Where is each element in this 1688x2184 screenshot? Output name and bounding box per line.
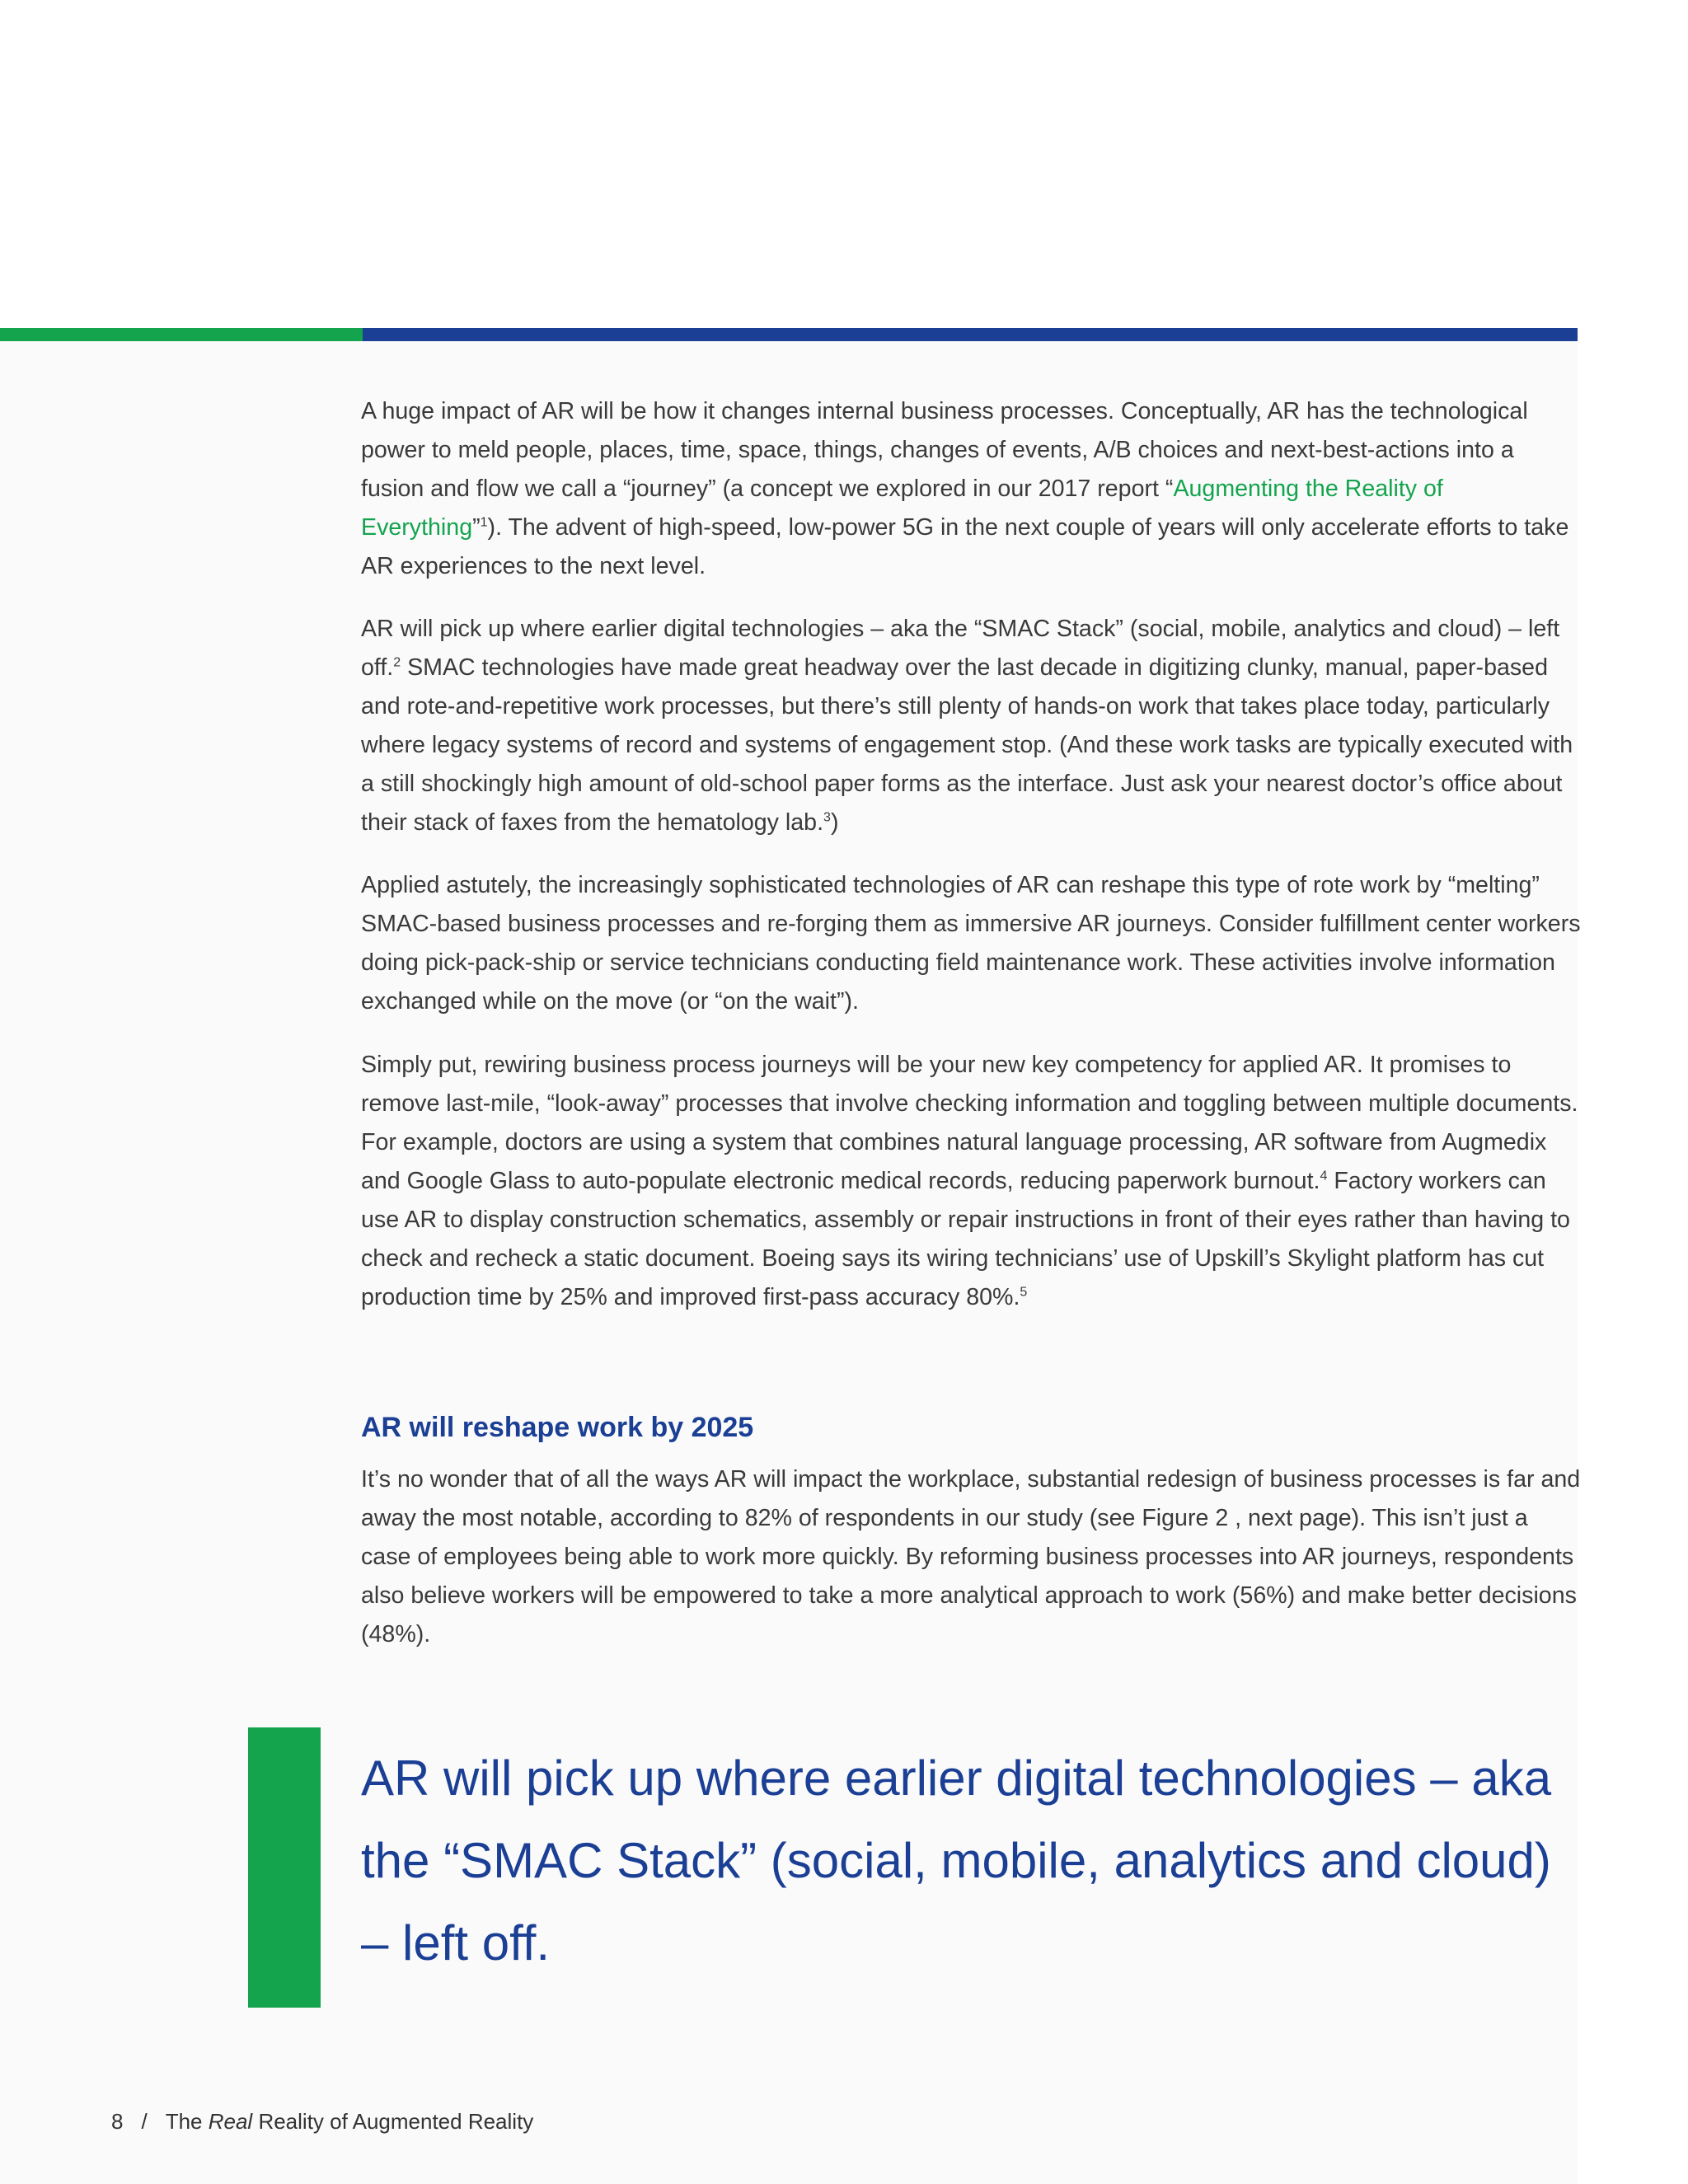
paragraph-4-text-b: Factory workers can use AR to display construction schematics, assembly or repair instructions in front of their eyes rather than having to check and recheck a static document. Boeing says its wiring technicians’ use of Upskill’s Skylight platform has cut production time by 25% and improved first-pass accuracy 80%. <box>361 1168 1570 1310</box>
paragraph-5: It’s no wonder that of all the ways AR will impact the workplace, substantial redesign of business processes is far and away the most notable, according to 82% of respondents in our study (see Figure 2 , next page). This isn’t just a case of employees being able to work more quickly. By reforming business processes into AR journeys, respondents also believe workers will be empowered to take a more analytical approach to work (56%) and make better decisions (48%). <box>361 1466 1581 1647</box>
paragraph-1-text-a: A huge impact of AR will be how it changes internal business processes. Conceptually, AR has the technological power to meld people, places, time, space, things, changes of events, A/B choices and next-best-actions into a fusion and flow we call a “journey” (a concept we explored in our 2017 report “ <box>361 398 1528 502</box>
paragraph-1 <box>361 392 1581 586</box>
footer-title-pre: The <box>165 2109 209 2134</box>
paragraph-2-text-a: AR will pick up where earlier digital technologies – aka the “SMAC Stack” (social, mobile, analytics and cloud) – left off. <box>361 616 1560 681</box>
report-link[interactable]: Augmenting the Reality of Everything <box>361 476 1443 541</box>
page-number: 8 <box>111 2109 124 2134</box>
paragraph-4-text-a: Simply put, rewiring business process journeys will be your new key competency for applied AR. It promises to remove last-mile, “look-away” processes that involve checking information and toggling between multiple documents. For example, doctors are using a system that combines natural language processing, AR software from Augmedix and Google Glass to auto-populate electronic medical records, reducing paperwork burnout. <box>361 1052 1578 1194</box>
section-subheading: AR will reshape work by 2025 <box>361 1412 754 1443</box>
paragraph-2-text-c: ) <box>830 809 839 836</box>
footnote-1: 1 <box>480 515 488 530</box>
footnote-4: 4 <box>1320 1169 1328 1183</box>
footer-separator: / <box>141 2109 148 2134</box>
paragraph-2-text-b: SMAC technologies have made great headway over the last decade in digitizing clunky, manual, paper-based and rote-and-repetitive work processes, but there’s still plenty of hands-on work that takes place today, particularly where legacy systems of record and systems of engagement stop. (And these work tasks are typically executed with a still shockingly high amount of old-school paper forms as the interface. Just ask your nearest doctor’s office about their stack of faxes from the hematology lab. <box>361 654 1573 836</box>
footnote-5: 5 <box>1020 1285 1028 1300</box>
paragraph-1-text-b: ” <box>472 514 481 541</box>
header-rule-green <box>0 328 363 341</box>
footnote-2: 2 <box>393 655 401 670</box>
footer-title-post: Reality of Augmented Reality <box>252 2109 534 2134</box>
pull-quote: AR will pick up where earlier digital technologies – aka the “SMAC Stack” (social, mobile, analytics and cloud) – left off. <box>361 1750 1552 1971</box>
header-rule-blue <box>363 328 1578 341</box>
pull-quote-bar <box>248 1727 321 2008</box>
page-footer <box>111 2107 533 2136</box>
paragraph-4 <box>361 1046 1581 1317</box>
footnote-3: 3 <box>823 810 831 825</box>
paragraph-2 <box>361 610 1581 842</box>
footer-title-italic: Real <box>208 2109 253 2134</box>
paragraph-3: Applied astutely, the increasingly sophisticated technologies of AR can reshape this type of rote work by “melting” SMAC-based business processes and re-forging them as immersive AR journeys. Consider fulfillment center workers doing pick-pack-ship or service technicians conducting field maintenance work. These activities involve information exchanged while on the move (or “on the wait”). <box>361 872 1581 1015</box>
paragraph-1-text-c: ). The advent of high-speed, low-power 5G in the next couple of years will only accelerate efforts to take AR experiences to the next level. <box>361 514 1569 579</box>
